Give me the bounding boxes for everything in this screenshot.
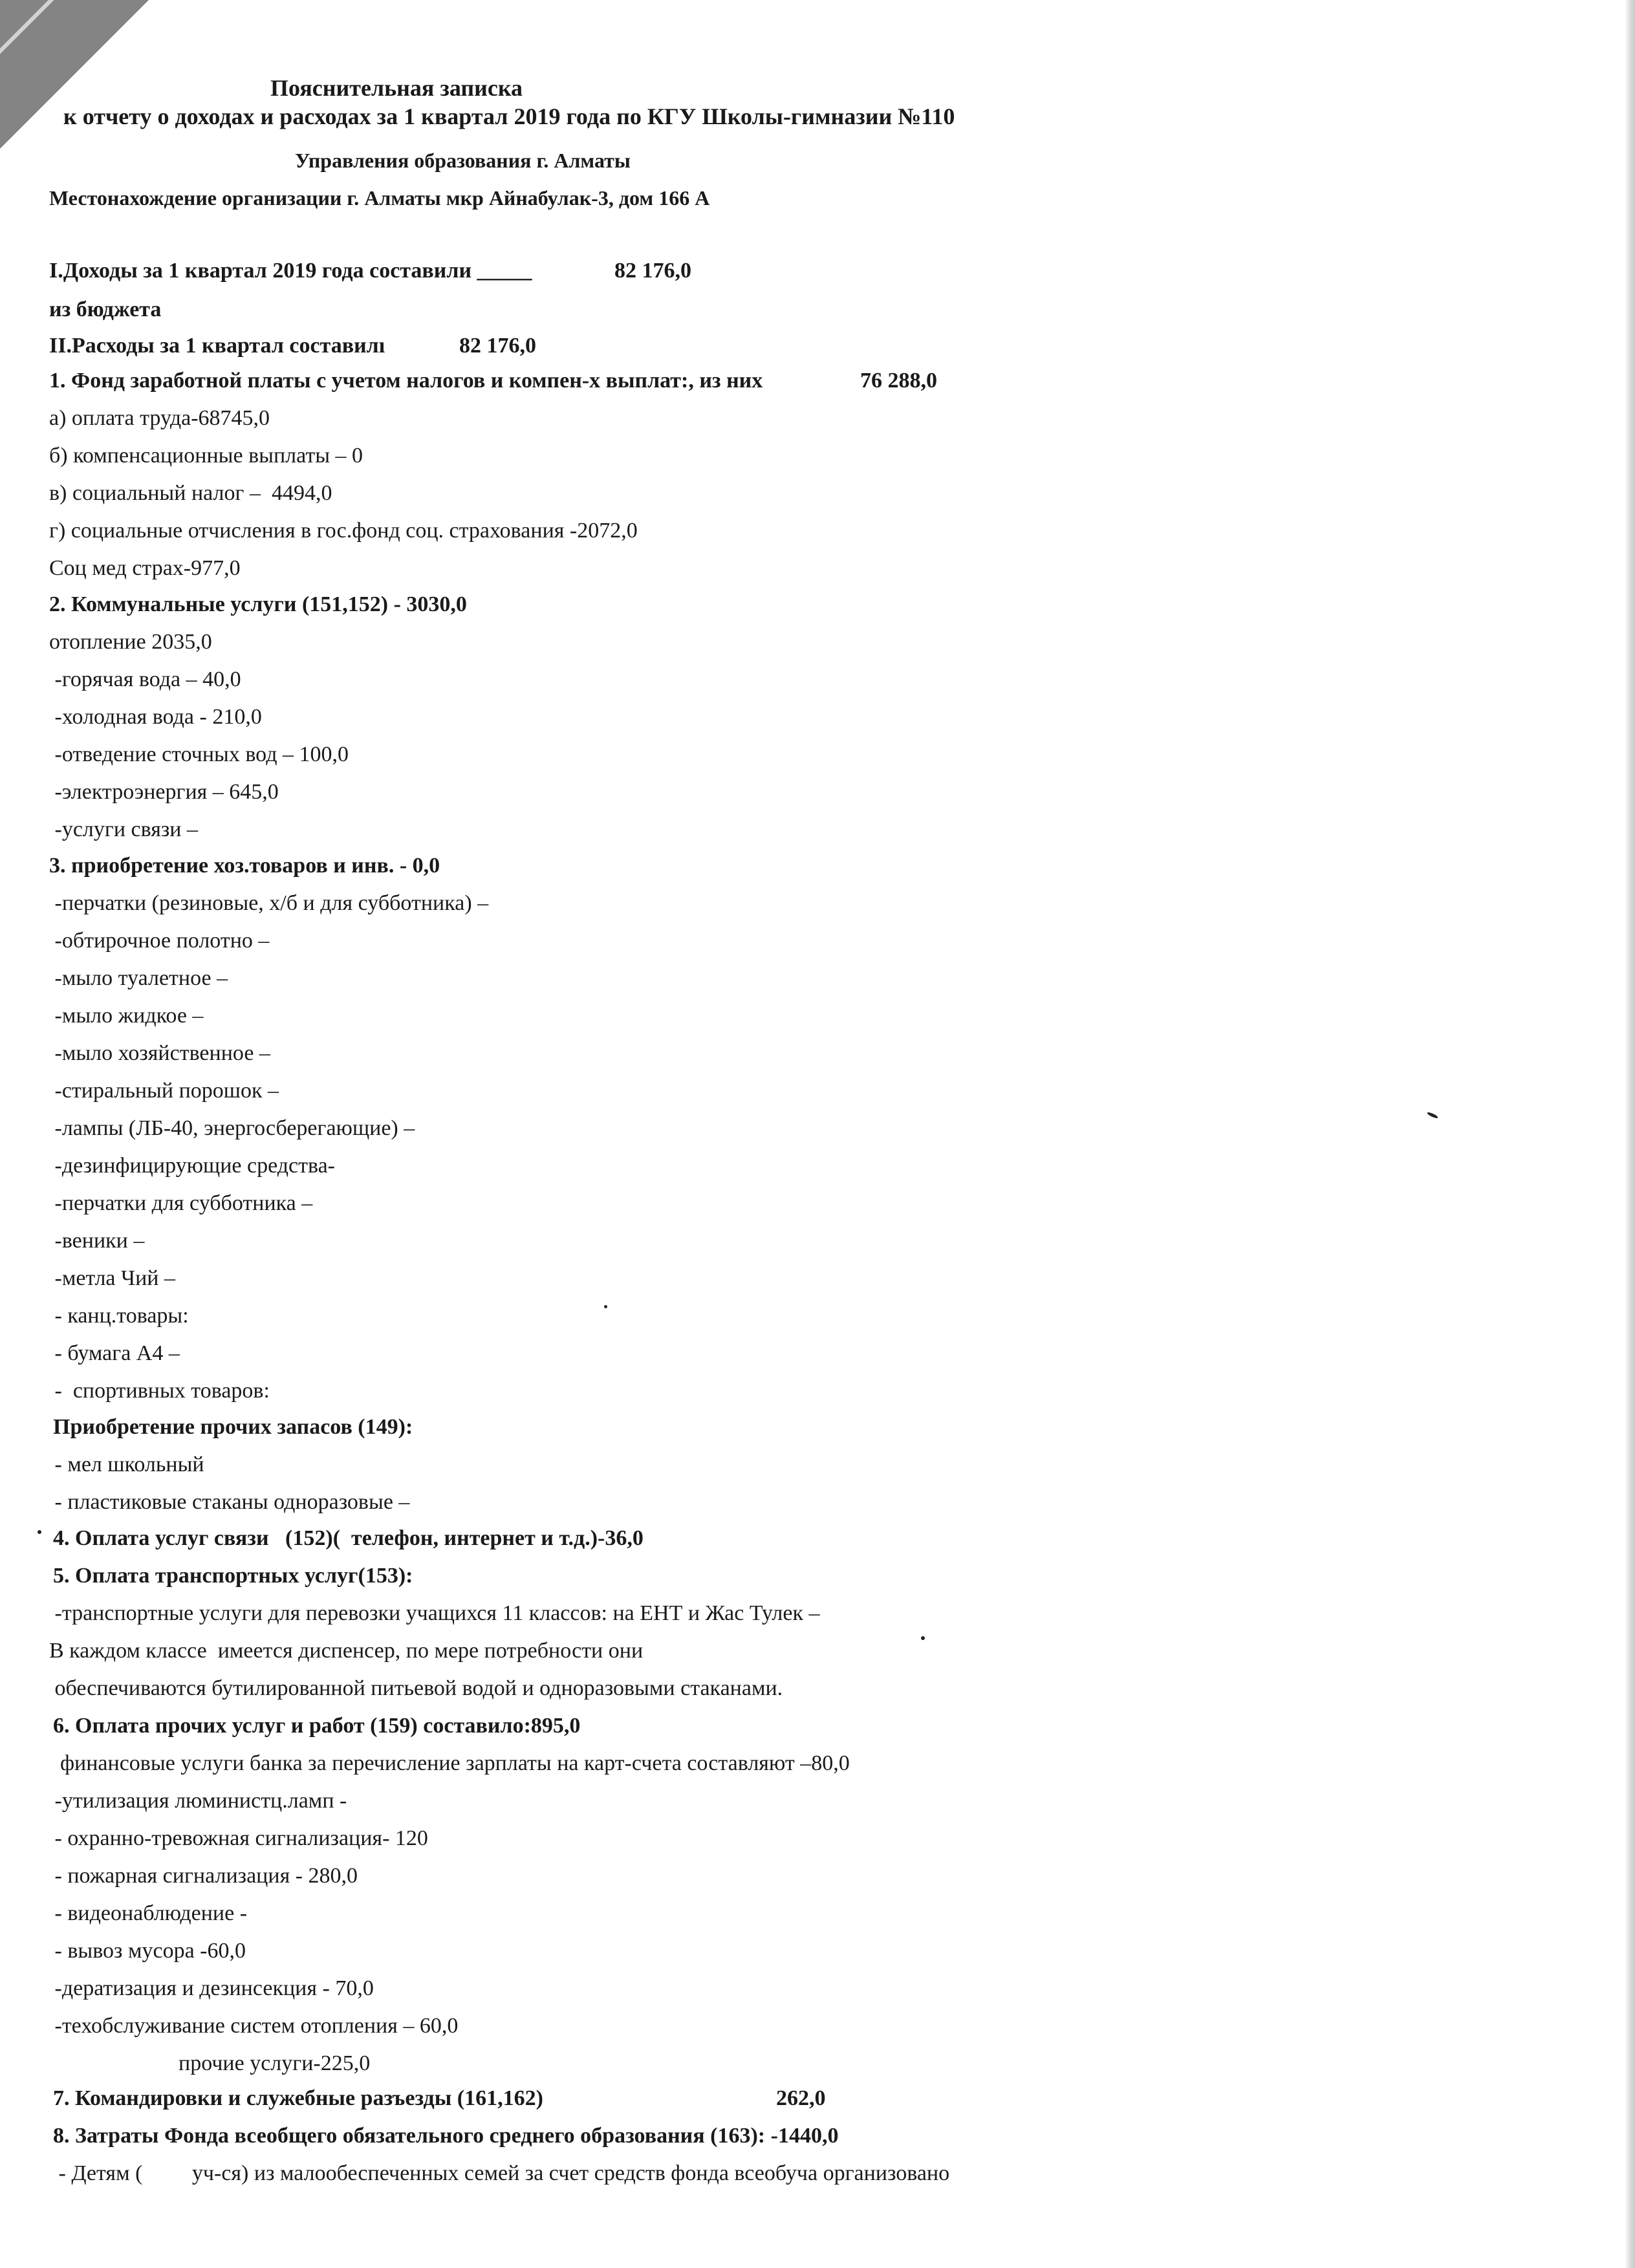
payroll-amount: 76 288,0 <box>860 369 937 393</box>
expenses-amount: 82 176,0 <box>459 334 536 358</box>
location-line: Местонахождение организации г. Алматы мкр Айнабулак-3, дом 166 А <box>49 186 710 210</box>
goods-item: -мыло туалетное – <box>49 966 228 990</box>
scan-speck <box>1427 1111 1438 1119</box>
goods-item: -перчатки для субботника – <box>49 1191 313 1215</box>
department-line: Управления образования г. Алматы <box>295 149 631 172</box>
communication-heading: 4. Оплата услуг связи (152)( телефон, интернет и т.д.)-36,0 <box>53 1526 644 1550</box>
payroll-item: г) социальные отчисления в гос.фонд соц. страхования -2072,0 <box>49 519 638 543</box>
goods-item: - спортивных товаров: <box>49 1379 270 1403</box>
other-services-item: -дератизация и дезинсекция - 70,0 <box>49 1976 374 2000</box>
other-services-item: финансовые услуги банка за перечисление зарплаты на карт-счета составляют –80,0 <box>49 1751 850 1775</box>
scan-speck <box>921 1636 925 1640</box>
goods-item: -дезинфицирующие средства- <box>49 1154 335 1178</box>
travel-heading: 7. Командировки и служебные разъезды (161,162) <box>53 2086 543 2110</box>
other-services-item: -утилизация люминистц.ламп - <box>49 1789 347 1813</box>
other-services-item: - видеонаблюдение - <box>49 1901 248 1925</box>
document-title: Пояснительная записка <box>270 75 523 101</box>
other-services-item: - вывоз мусора -60,0 <box>49 1939 246 1963</box>
transport-item: -транспортные услуги для перевозки учащихся 11 классов: на ЕНТ и Жас Тулек – <box>49 1601 820 1625</box>
utilities-item: -услуги связи – <box>49 817 198 841</box>
goods-item: - канц.товары: <box>49 1304 189 1328</box>
payroll-item: а) оплата труда-68745,0 <box>49 406 270 430</box>
scan-speck <box>604 1305 607 1308</box>
travel-amount: 262,0 <box>776 2086 826 2110</box>
income-amount: 82 176,0 <box>614 259 691 283</box>
payroll-item: в) социальный налог – 4494,0 <box>49 481 332 505</box>
goods-item: -мыло хозяйственное – <box>49 1041 270 1065</box>
utilities-item: -электроэнергия – 645,0 <box>49 780 279 804</box>
goods-item: -обтирочное полотно – <box>49 929 270 953</box>
goods-item: -лампы (ЛБ-40, энергосберегающие) – <box>49 1116 415 1140</box>
payroll-item: Соц мед страх-977,0 <box>49 556 241 580</box>
other-services-item: - охранно-тревожная сигнализация- 120 <box>49 1826 428 1850</box>
income-heading: I.Доходы за 1 квартал 2019 года составили _____ <box>49 259 532 283</box>
scan-edge-shadow <box>1625 0 1635 2268</box>
education-fund-heading: 8. Затраты Фонда всеобщего обязательного среднего образования (163): -1440,0 <box>53 2124 839 2148</box>
goods-item: -стиральный порошок – <box>49 1079 279 1103</box>
utilities-item: -отведение сточных вод – 100,0 <box>49 742 349 766</box>
goods-item: -веники – <box>49 1229 145 1253</box>
transport-item: В каждом классе имеется диспенсер, по мере потребности они <box>49 1639 644 1663</box>
utilities-item: -горячая вода – 40,0 <box>49 667 241 691</box>
goods-heading: 3. приобретение хоз.товаров и инв. - 0,0 <box>49 854 440 878</box>
other-services-item: прочие услуги-225,0 <box>179 2051 371 2075</box>
scan-speck <box>38 1530 41 1534</box>
goods-item: -перчатки (резиновые, х/б и для субботника) – <box>49 891 489 915</box>
payroll-item: б) компенсационные выплаты – 0 <box>49 444 363 468</box>
other-stock-item: - пластиковые стаканы одноразовые – <box>49 1490 410 1514</box>
other-services-item: - пожарная сигнализация - 280,0 <box>49 1864 358 1888</box>
transport-item: обеспечиваются бутилированной питьевой водой и одноразовыми стаканами. <box>49 1676 783 1700</box>
income-source: из бюджета <box>49 297 162 321</box>
goods-item: -метла Чий – <box>49 1266 175 1290</box>
document-subtitle: к отчету о доходах и расходах за 1 квартал 2019 года по КГУ Школы-гимназии №110 <box>63 103 955 129</box>
other-services-item: -техобслуживание систем отопления – 60,0 <box>49 2014 459 2038</box>
other-stock-heading: Приобретение прочих запасов (149): <box>53 1415 413 1439</box>
expenses-heading: II.Расходы за 1 квартал составилı <box>49 334 385 358</box>
other-services-heading: 6. Оплата прочих услуг и работ (159) составило:895,0 <box>53 1714 581 1738</box>
transport-heading: 5. Оплата транспортных услуг(153): <box>53 1564 413 1588</box>
other-stock-item: - мел школьный <box>49 1453 204 1476</box>
education-fund-line: - Детям ( уч-ся) из малообеспеченных семей за счет средств фонда всеобуча организовано <box>53 2161 950 2185</box>
payroll-heading: 1. Фонд заработной платы с учетом налогов и компен-х выплат:, из них <box>49 369 763 393</box>
utilities-heading: 2. Коммунальные услуги (151,152) - 3030,0 <box>49 592 467 616</box>
utilities-item: отопление 2035,0 <box>49 630 212 654</box>
utilities-item: -холодная вода - 210,0 <box>49 705 262 729</box>
goods-item: - бумага А4 – <box>49 1341 180 1365</box>
goods-item: -мыло жидкое – <box>49 1004 204 1028</box>
